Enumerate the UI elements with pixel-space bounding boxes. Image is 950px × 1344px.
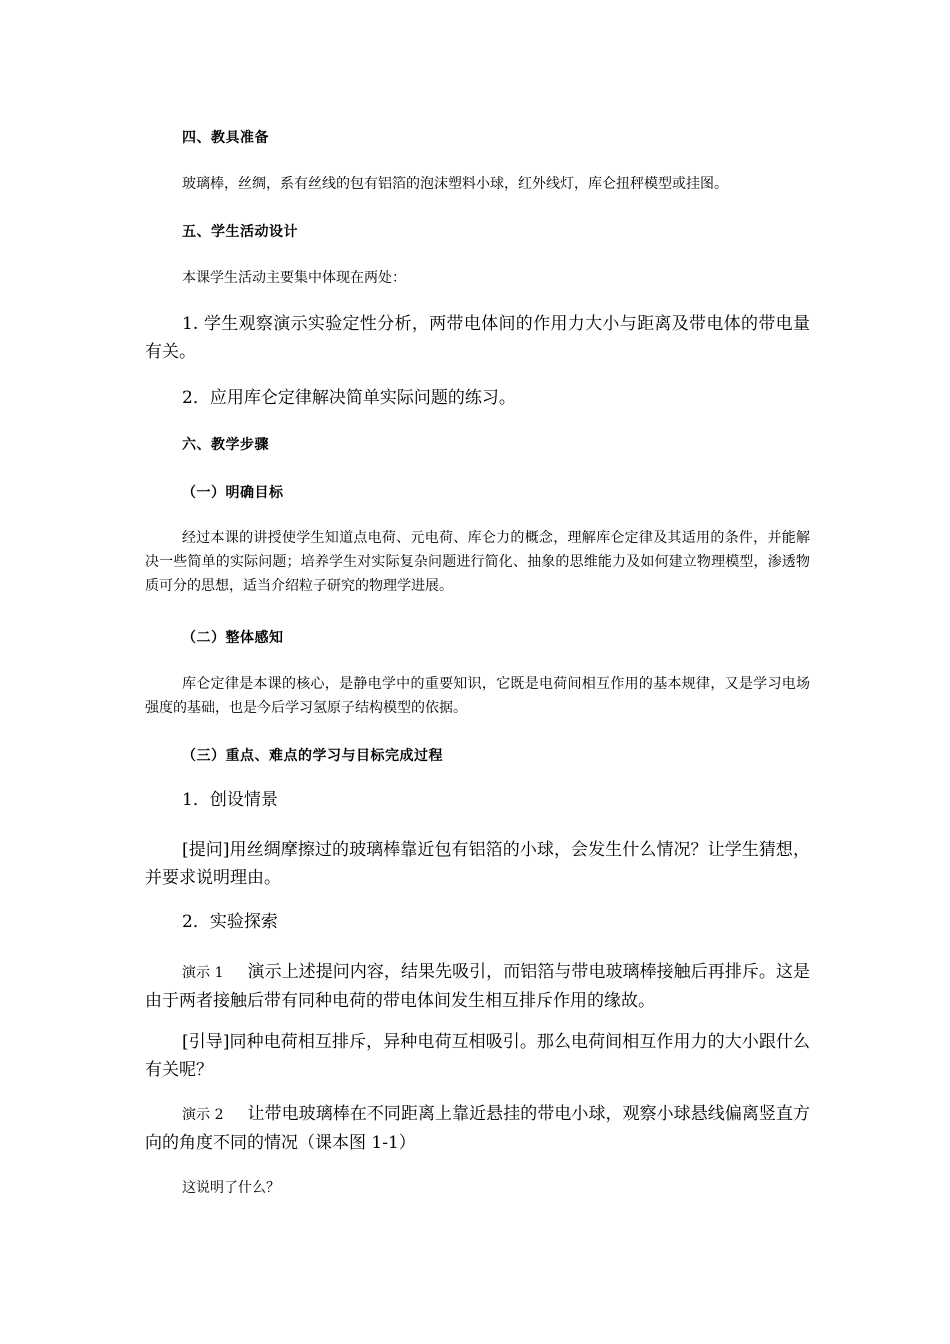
demo-2-paragraph bbox=[145, 1100, 810, 1157]
guide-text: [引导]同种电荷相互排斥，异种电荷互相吸引。那么电荷间相互作用力的大小跟什么有关呢？ bbox=[145, 1032, 810, 1080]
demo-1-label: 演示 1 bbox=[182, 965, 224, 981]
section-heading-teaching-aids: 四、教具准备 bbox=[182, 130, 269, 146]
student-activities-intro: 本课学生活动主要集中体现在两处： bbox=[182, 270, 406, 286]
student-activity-item-2: 2．应用库仑定律解决简单实际问题的练习。 bbox=[182, 388, 516, 408]
subsection-heading-overview: （二）整体感知 bbox=[182, 630, 284, 646]
subsection-heading-key-points: （三）重点、难点的学习与目标完成过程 bbox=[182, 748, 443, 764]
subsection-heading-goals: （一）明确目标 bbox=[182, 485, 284, 501]
student-activity-item-1: 1. 学生观察演示实验定性分析，两带电体间的作用力大小与距离及带电体的带电量有关。 bbox=[145, 314, 810, 362]
overview-text: 库仑定律是本课的核心，是静电学中的重要知识，它既是电荷间相互作用的基本规律，又是学习电场强度的基础，也是今后学习氢原子结构模型的依据。 bbox=[145, 676, 810, 716]
closing-question: 这说明了什么？ bbox=[182, 1180, 280, 1196]
demo-2-label: 演示 2 bbox=[182, 1107, 224, 1123]
goals-text: 经过本课的讲授使学生知道点电荷、元电荷、库仑力的概念，理解库仑定律及其适用的条件，并能解决一些简单的实际问题；培养学生对实际复杂问题进行简化、抽象的思维能力及如何建立物理模型，渗透物质可分的思想，适当介绍粒子研究的物理学进展。 bbox=[145, 530, 810, 594]
question-text: [提问]用丝绸摩擦过的玻璃棒靠近包有铝箔的小球，会发生什么情况？让学生猜想，并要求说明理由。 bbox=[145, 840, 810, 888]
step-1-heading: 1．创设情景 bbox=[182, 790, 278, 810]
demo-1-paragraph bbox=[145, 958, 810, 1015]
teaching-aids-text: 玻璃棒，丝绸，系有丝线的包有铝箔的泡沫塑料小球，红外线灯，库仑扭秤模型或挂图。 bbox=[182, 176, 728, 192]
demo-1-text: 演示上述提问内容，结果先吸引，而铝箔与带电玻璃棒接触后再排斥。这是由于两者接触后带有同种电荷的带电体间发生相互排斥作用的缘故。 bbox=[145, 962, 811, 1011]
section-heading-teaching-steps: 六、教学步骤 bbox=[182, 437, 269, 453]
demo-2-text: 让带电玻璃棒在不同距离上靠近悬挂的带电小球，观察小球悬线偏离竖直方向的角度不同的情况（课本图 1-1） bbox=[145, 1104, 811, 1153]
section-heading-student-activities: 五、学生活动设计 bbox=[182, 224, 298, 240]
step-2-heading: 2．实验探索 bbox=[182, 912, 278, 932]
